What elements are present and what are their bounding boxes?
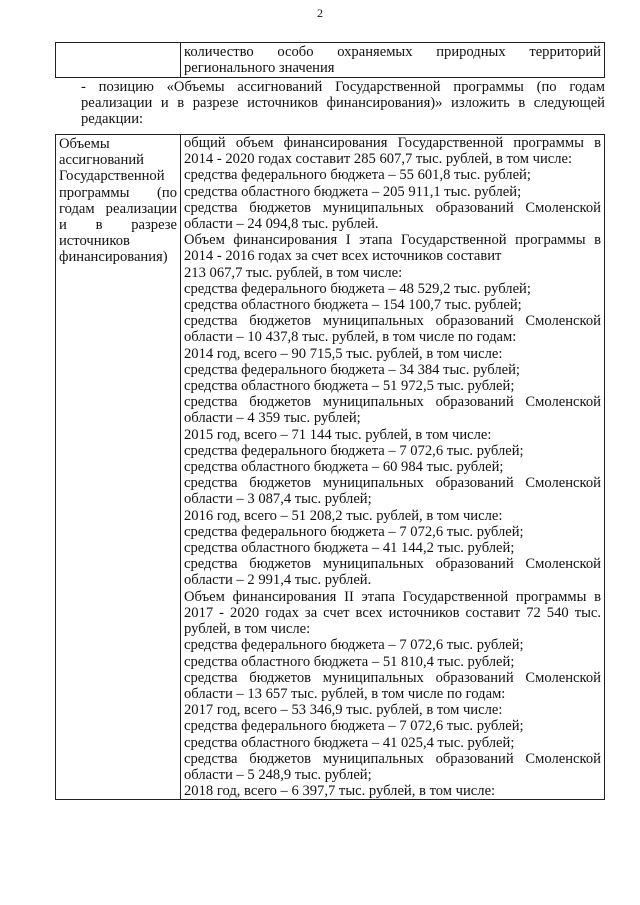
funding-line: 2015 год, всего – 71 144 тыс. рублей, в том числе: (184, 426, 492, 443)
funding-line: средства областного бюджета – 51 810,4 тыс. рублей; (184, 653, 515, 670)
funding-line: области – 5 248,9 тыс. рублей; (184, 766, 372, 783)
funding-line: 2014 - 2016 годах за счет всех источников составит (184, 248, 502, 265)
funding-line: средства бюджетов муниципальных образований Смоленской (184, 750, 601, 767)
funding-line: 2014 год, всего – 90 715,5 тыс. рублей, в том числе: (184, 345, 503, 362)
funding-line: средства бюджетов муниципальных образований Смоленской (184, 313, 601, 330)
funding-line: области – 2 991,4 тыс. рублей. (184, 572, 372, 589)
funding-line: рублей, в том числе: (184, 621, 311, 638)
funding-line: средства федерального бюджета – 55 601,8 тыс. рублей; (184, 167, 531, 184)
funding-line: средства бюджетов муниципальных образований Смоленской (184, 199, 601, 216)
funding-line: средства областного бюджета – 154 100,7 тыс. рублей; (184, 297, 522, 314)
top-table (55, 42, 605, 78)
funding-line: средства областного бюджета – 41 025,4 тыс. рублей; (184, 734, 515, 751)
funding-line: Объем финансирования II этапа Государственной программы в (184, 588, 601, 605)
intro-text: - позицию «Объемы ассигнований Государственной программы (по годам реализации и в разрезе источников финансирования)» изложить в следующей редакции: (81, 79, 605, 128)
intro-paragraph (55, 79, 605, 128)
funding-line: средства бюджетов муниципальных образований Смоленской (184, 394, 601, 411)
funding-line: 2017 год, всего – 53 346,9 тыс. рублей, в том числе: (184, 702, 503, 719)
funding-line: средства бюджетов муниципальных образований Смоленской (184, 475, 601, 492)
funding-line: 2017 - 2020 годах за счет всех источников составит 72 540 тыс. (184, 604, 601, 621)
funding-line: области – 4 359 тыс. рублей; (184, 410, 361, 427)
funding-line: средства областного бюджета – 205 911,1 тыс. рублей; (184, 183, 522, 200)
funding-line: 2018 год, всего – 6 397,7 тыс. рублей, в том числе: (184, 783, 496, 800)
funding-line: средства федерального бюджета – 7 072,6 тыс. рублей; (184, 718, 524, 735)
funding-line: области – 3 087,4 тыс. рублей; (184, 491, 372, 508)
main-table-left-cell: Объемы ассигнований Государственной программы (по годам реализации и в разрезе источников финансирования) (56, 135, 181, 800)
funding-line: средства бюджетов муниципальных образований Смоленской (184, 556, 601, 573)
funding-line: области – 10 437,8 тыс. рублей, в том числе по годам: (184, 329, 517, 346)
top-table-text-cell: количество особо охраняемых природных территорий регионального значения (181, 43, 605, 78)
top-table-empty-cell (56, 43, 181, 78)
funding-line: 213 067,7 тыс. рублей, в том числе: (184, 264, 403, 281)
table-row (56, 135, 605, 800)
main-table (55, 134, 605, 800)
table-row (56, 43, 605, 78)
funding-line: области – 24 094,8 тыс. рублей. (184, 216, 379, 233)
funding-line: Объем финансирования I этапа Государственной программы в (184, 232, 601, 249)
funding-line: средства федерального бюджета – 34 384 тыс. рублей; (184, 361, 520, 378)
main-table-right-cell (181, 135, 605, 800)
funding-line: 2014 - 2020 годах составит 285 607,7 тыс. рублей, в том числе: (184, 151, 573, 168)
funding-line: области – 13 657 тыс. рублей, в том числе по годам: (184, 685, 506, 702)
page-number: 2 (317, 6, 323, 20)
funding-line: средства областного бюджета – 41 144,2 тыс. рублей; (184, 540, 515, 557)
funding-line: средства федерального бюджета – 7 072,6 тыс. рублей; (184, 442, 524, 459)
funding-line: средства федерального бюджета – 7 072,6 тыс. рублей; (184, 637, 524, 654)
funding-line: общий объем финансирования Государственной программы в (184, 135, 601, 151)
funding-line: средства федерального бюджета – 48 529,2 тыс. рублей; (184, 280, 531, 297)
funding-line: средства областного бюджета – 51 972,5 тыс. рублей; (184, 378, 515, 395)
funding-line: средства бюджетов муниципальных образований Смоленской (184, 669, 601, 686)
funding-line: средства областного бюджета – 60 984 тыс. рублей; (184, 459, 504, 476)
funding-line: 2016 год, всего – 51 208,2 тыс. рублей, в том числе: (184, 507, 503, 524)
funding-line: средства федерального бюджета – 7 072,6 тыс. рублей; (184, 523, 524, 540)
